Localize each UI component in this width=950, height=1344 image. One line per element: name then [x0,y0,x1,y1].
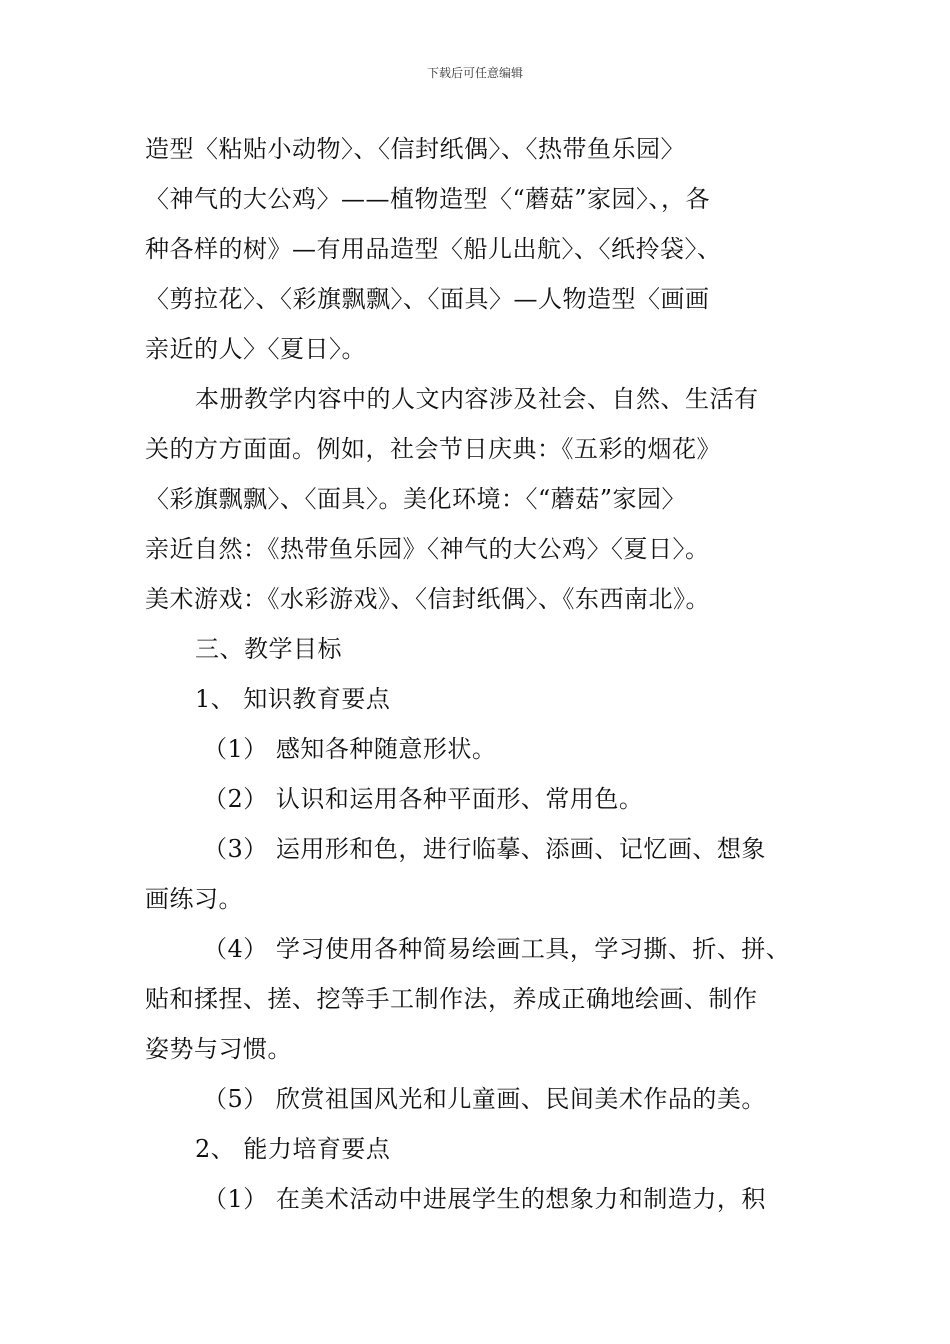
text-line: 造型〈粘贴小动物〉、〈信封纸偶〉、〈热带鱼乐园〉 [145,135,685,163]
subsection-heading: 1、 知识教育要点 [195,685,391,713]
list-item: （5） 欣赏祖国风光和儿童画、民间美术作品的美。 [203,1085,766,1113]
list-item: （3） 运用形和色，进行临摹、添画、记忆画、想象 [203,835,766,863]
text-line: 美术游戏：《水彩游戏》、〈信封纸偶〉、《东西南北》。 [145,585,710,613]
list-item: （2） 认识和运用各种平面形、常用色。 [203,785,644,813]
paragraph-first-line: 本册教学内容中的人文内容涉及社会、自然、生活有 [195,385,759,413]
text-line: 种各样的树》—有用品造型〈船儿出航〉、〈纸拎袋〉、 [145,235,722,263]
text-line: 〈神气的大公鸡〉——植物造型〈“蘑菇”家园〉、，各 [145,185,711,213]
text-line: 亲近自然：《热带鱼乐园》〈神气的大公鸡〉〈夏日〉。 [145,535,710,563]
list-item-continuation: 贴和揉捏、搓、挖等手工制作法，养成正确地绘画、制作 [145,985,758,1013]
list-item-continuation: 画练习。 [145,885,243,913]
list-item-continuation: 姿势与习惯。 [145,1035,292,1063]
list-item: （1） 在美术活动中进展学生的想象力和制造力，积 [203,1185,766,1213]
text-line: 关的方方面面。例如，社会节日庆典：《五彩的烟花》 [145,435,721,463]
list-item: （4） 学习使用各种简易绘画工具，学习撕、折、拼、 [203,935,791,963]
text-line: 〈彩旗飘飘〉、〈面具〉。美化环境：〈“蘑菇”家园〉 [145,485,687,513]
subsection-heading: 2、 能力培育要点 [195,1135,391,1163]
page-header: 下载后可任意编辑 [426,66,523,80]
text-line: 亲近的人〉〈夏日〉。 [145,335,366,363]
text-line: 〈剪拉花〉、〈彩旗飘飘〉、〈面具〉—人物造型〈画画 [145,285,710,313]
section-heading: 三、教学目标 [195,635,342,663]
list-item: （1） 感知各种随意形状。 [203,735,497,763]
